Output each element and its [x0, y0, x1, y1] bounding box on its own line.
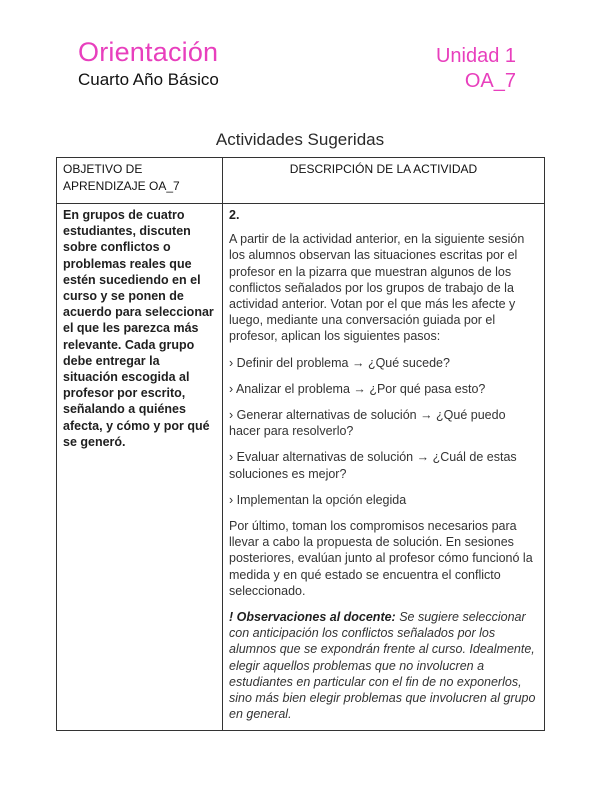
step-define: › Definir del problema → ¿Qué sucede?	[229, 355, 450, 370]
subject-title: Orientación	[78, 37, 219, 67]
column-header-description: DESCRIPCIÓN DE LA ACTIVIDAD	[223, 158, 545, 204]
activity-table	[56, 157, 545, 731]
activity-number: 2.	[229, 208, 240, 222]
teacher-observations	[229, 609, 538, 722]
objective-code: OA_7	[464, 70, 516, 92]
grade-label: Cuarto Año Básico	[78, 70, 219, 89]
description-cell	[223, 204, 545, 731]
observations-label: ! Observaciones al docente:	[229, 610, 396, 625]
observations-text: Se sugiere seleccionar con anticipación los conflictos señalados por los alumnos que se expondrán frente al curso. Idealmente, elegir aquellos problemas que no involucren a estudiantes en particular con el fin de no exponerlos, sino más bien elegir problemas que involucren al grupo en general.	[229, 610, 536, 722]
step-generate: › Generar alternativas de solución → ¿Qué puedo hacer para resolverlo?	[229, 408, 506, 439]
unit-label: Unidad 1	[435, 45, 516, 67]
table-header-row	[57, 158, 545, 204]
activity-intro: A partir de la actividad anterior, en la siguiente sesión los alumnos observan las situaciones escritas por el profesor en la pizarra que muestran algunos de los conflictos señalados por los grupos de trabajo de la actividad anterior. Votan por el que más les afecte y luego, mediante una conversación guiada por el profesor, aplican los siguientes pasos:	[229, 232, 525, 344]
step-implement: › Implementan la opción elegida	[229, 492, 407, 507]
page-header	[78, 36, 516, 94]
step-analyze: › Analizar el problema → ¿Por qué pasa esto?	[229, 381, 486, 396]
activity-closing: Por último, toman los compromisos necesarios para llevar a cabo la propuesta de solución. En sesiones posteriores, evalúan junto al profesor cómo funcionó la medida y en qué estado se encuentra el conflicto seleccionado.	[229, 519, 533, 598]
table-row	[57, 204, 545, 731]
step-evaluate: › Evaluar alternativas de solución → ¿Cuál de estas soluciones es mejor?	[229, 450, 517, 481]
section-title: Actividades Sugeridas	[215, 130, 385, 149]
objective-cell: En grupos de cuatro estudiantes, discuten sobre conflictos o problemas reales que estén sucediendo en el curso y se ponen de acuerdo para seleccionar el que les parezca más relevante. Cada grupo debe entregar la situación escogida al profesor por escrito, señalando a quiénes afecta, y cómo y por qué se generó.	[57, 204, 223, 731]
column-header-objective: OBJETIVO DE APRENDIZAJE OA_7	[57, 158, 223, 204]
